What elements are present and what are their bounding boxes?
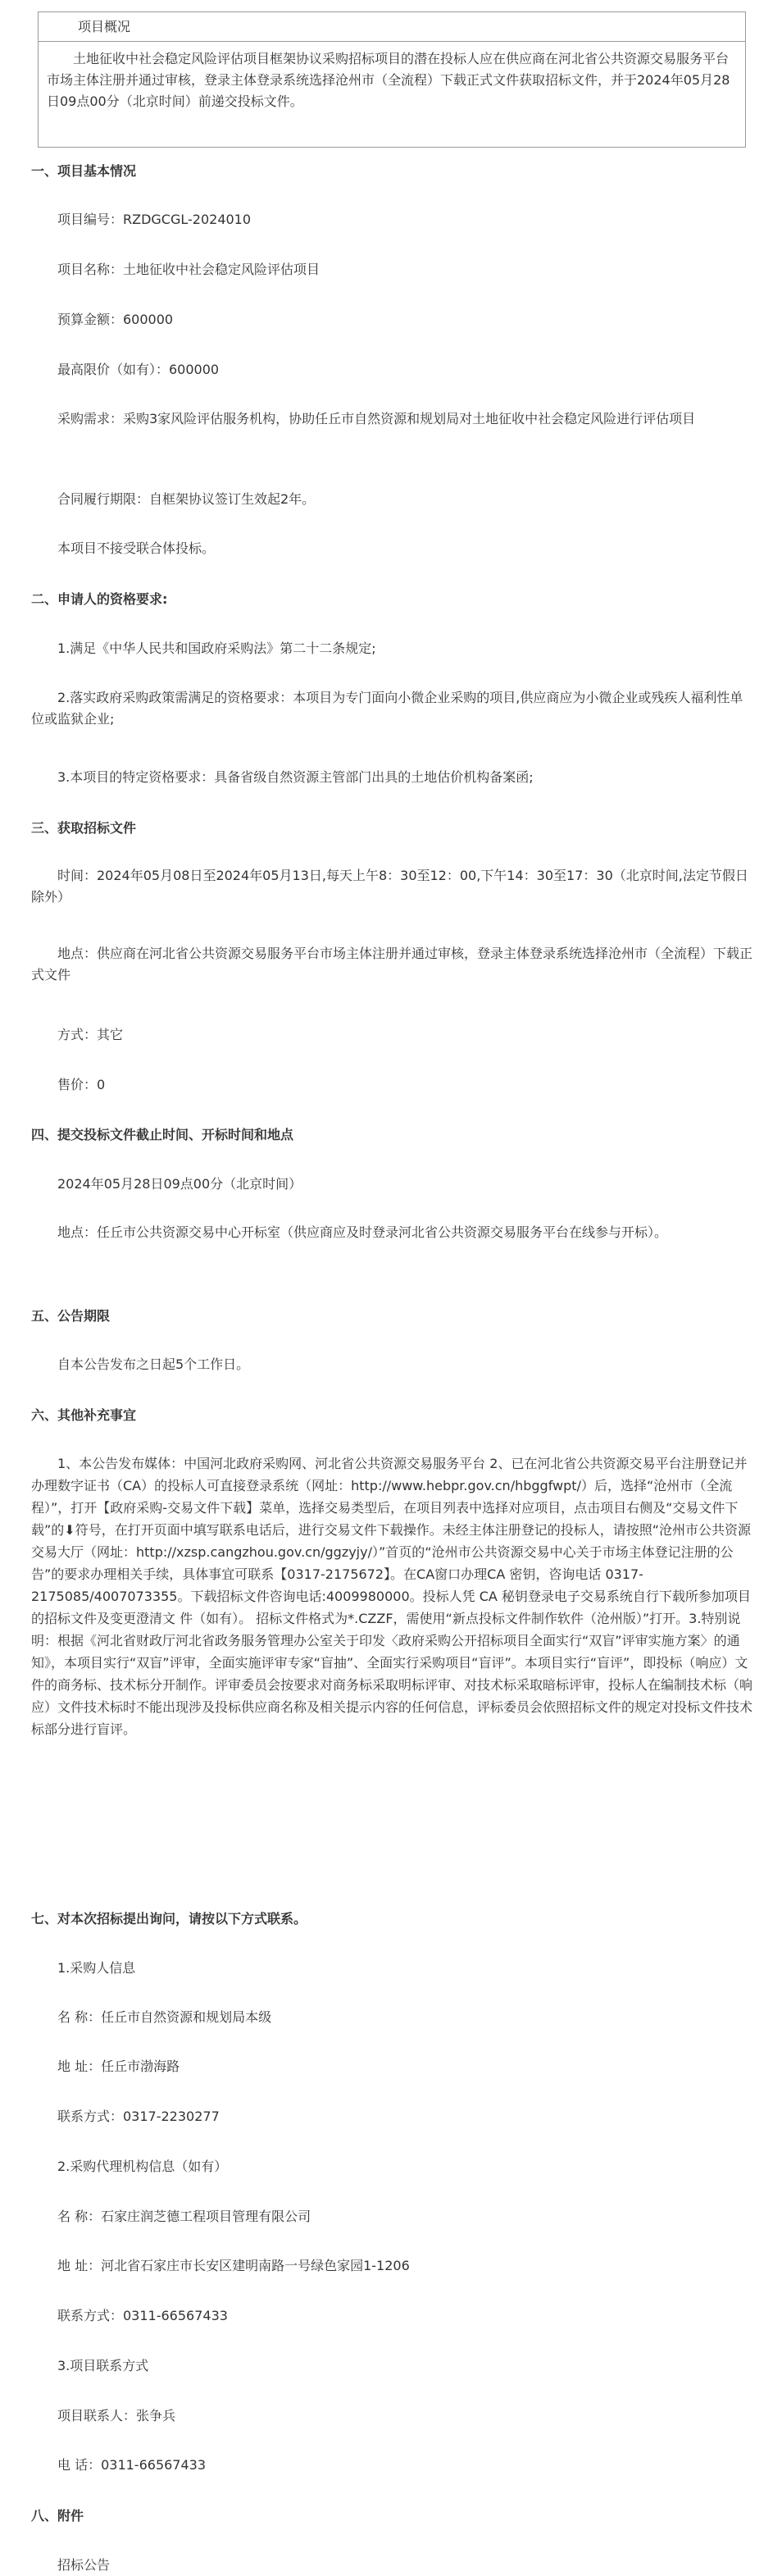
buyer-name: 名 称：任丘市自然资源和规划局本级: [57, 2009, 272, 2025]
section-heading-period: 五、公告期限: [31, 1308, 111, 1324]
agent-address: 地 址：河北省石家庄市长安区建明南路一号绿色家园1-1206: [57, 2258, 410, 2273]
agent-phone: 联系方式：0311-66567433: [57, 2308, 228, 2323]
obtain-time: 时间：2024年05月08日至2024年05月13日,每天上午8：30至12：00,下午14：30至17：30（北京时间,法定节假日除外）: [31, 868, 748, 905]
overview-text: 土地征收中社会稳定风险评估项目框架协议采购招标项目的潜在投标人应在供应商在河北省公共资源交易服务平台市场主体注册并通过审核，登录主体登录系统选择沧州市（全流程）下载正式文件获取招标文件，并于2024年05月28日09点00分（北京时间）前递交投标文件。: [47, 51, 730, 109]
agent-name: 名 称：石家庄润芝德工程项目管理有限公司: [57, 2209, 311, 2224]
section-heading-qualification: 二、申请人的资格要求:: [31, 591, 168, 607]
buyer-phone: 联系方式：0317-2230277: [57, 2109, 220, 2124]
opening-place: 地点：任丘市公共资源交易中心开标室（供应商应及时登录河北省公共资源交易服务平台在线参与开标）。: [57, 1224, 668, 1240]
project-number: 项目编号：RZDGCGL-2024010: [57, 212, 252, 227]
procurement-demand: 采购需求：采购3家风险评估服务机构，协助任丘市自然资源和规划局对土地征收中社会稳定风险进行评估项目: [57, 411, 696, 426]
overview-title: 项目概况: [39, 12, 745, 42]
section-heading-basic-info: 一、项目基本情况: [31, 163, 137, 179]
qualification-item-2: 2.落实政府采购政策需满足的资格要求：本项目为专门面向小微企业采购的项目,供应商应为小微企业或残疾人福利性单位或监狱企业;: [31, 690, 743, 727]
deadline-time: 2024年05月28日09点00分（北京时间）: [57, 1176, 302, 1192]
budget-amount: 预算金额：600000: [57, 312, 174, 327]
section-heading-obtain-docs: 三、获取招标文件: [31, 820, 137, 836]
max-price: 最高限价（如有）：600000: [57, 362, 220, 377]
contact-person: 项目联系人：张争兵: [57, 2408, 176, 2423]
supplement-text: 1、本公告发布媒体：中国河北政府采购网、河北省公共资源交易服务平台 2、已在河北省公共资源交易平台注册登记并办理数字证书（CA）的投标人可直接登录系统（网址：http://www.hebpr.gov.cn/hbggfwpt/）后，选择“沧州市（全流程）”，打开【政府采购-交易文件下载】菜单，选择交易类型后，在项目列表中选择对应项目，点击项目右侧及“交易文件下载”的⬇符号，在打开页面中填写联系电话后，进行交易文件下载操作。未经主体注册登记的投标人，请按照“沧州市公共资源交易大厅（网址：http://xzsp.cangzhou.gov.cn/ggzyjy/）”首页的“沧州市公共资源交易中心关于市场主体登记注册的公告”的要求办理相关手续，具体事宜可联系【0317-2175672】。在CA窗口办理CA 密钥，咨询电话 0317-2175085/4007073355。下载招标文件咨询电话:4009980000。投标人凭 CA 秘钥登录电子交易系统自行下载所参加项目的招标文件及变更澄清文 件（如有）。 招标文件格式为*.CZZF，需使用“新点投标文件制作软件（沧州版）”打开。3.特别说明：根据《河北省财政厅河北省政务服务管理办公室关于印发〈政府采购公开招标项目全面实行“双盲”评审实施方案〉的通知》，本项目实行“双盲”评审，全面实施评审专家“盲抽”、全面实行采购项目“盲评”。本项目实行“盲评”，即投标（响应）文件的商务标、技术标分开制作。评审委员会按要求对商务标采取明标评审、对技术标采取暗标评审，投标人在编制技术标（响应）文件技术标时不能出现涉及投标供应商名称及相关提示内容的任何信息，评标委员会依照招标文件的规定对投标文件技术标部分进行盲评。: [31, 1456, 753, 1737]
section-heading-deadline: 四、提交投标文件截止时间、开标时间和地点: [31, 1127, 294, 1142]
project-name: 项目名称：土地征收中社会稳定风险评估项目: [57, 262, 321, 277]
buyer-info-title: 1.采购人信息: [57, 1960, 136, 1976]
obtain-place: 地点：供应商在河北省公共资源交易服务平台市场主体注册并通过审核，登录主体登录系统选择沧州市（全流程）下载正式文件: [31, 946, 753, 983]
obtain-method: 方式：其它: [57, 1027, 124, 1042]
section-heading-supplement: 六、其他补充事宜: [31, 1407, 137, 1423]
notice-period: 自本公告发布之日起5个工作日。: [57, 1356, 250, 1372]
contract-period: 合同履行期限：自框架协议签订生效起2年。: [57, 491, 316, 507]
contact-info-title: 3.项目联系方式: [57, 2358, 149, 2373]
agent-info-title: 2.采购代理机构信息（如有）: [57, 2159, 228, 2174]
qualification-item-1: 1.满足《中华人民共和国政府采购法》第二十二条规定;: [57, 641, 376, 656]
consortium-note: 本项目不接受联合体投标。: [57, 540, 216, 556]
qualification-item-3: 3.本项目的特定资格要求：具备省级自然资源主管部门出具的土地估价机构备案函;: [57, 769, 534, 785]
section-heading-attachments: 八、附件: [31, 2508, 84, 2524]
section-heading-contact: 七、对本次招标提出询问，请按以下方式联系。: [31, 1911, 307, 1926]
doc-price: 售价：0: [57, 1077, 106, 1092]
project-overview-box: [38, 11, 746, 148]
attachment-item[interactable]: 招标公告: [57, 2557, 111, 2573]
contact-phone: 电 话：0311-66567433: [57, 2457, 207, 2473]
buyer-address: 地 址：任丘市渤海路: [57, 2059, 180, 2074]
